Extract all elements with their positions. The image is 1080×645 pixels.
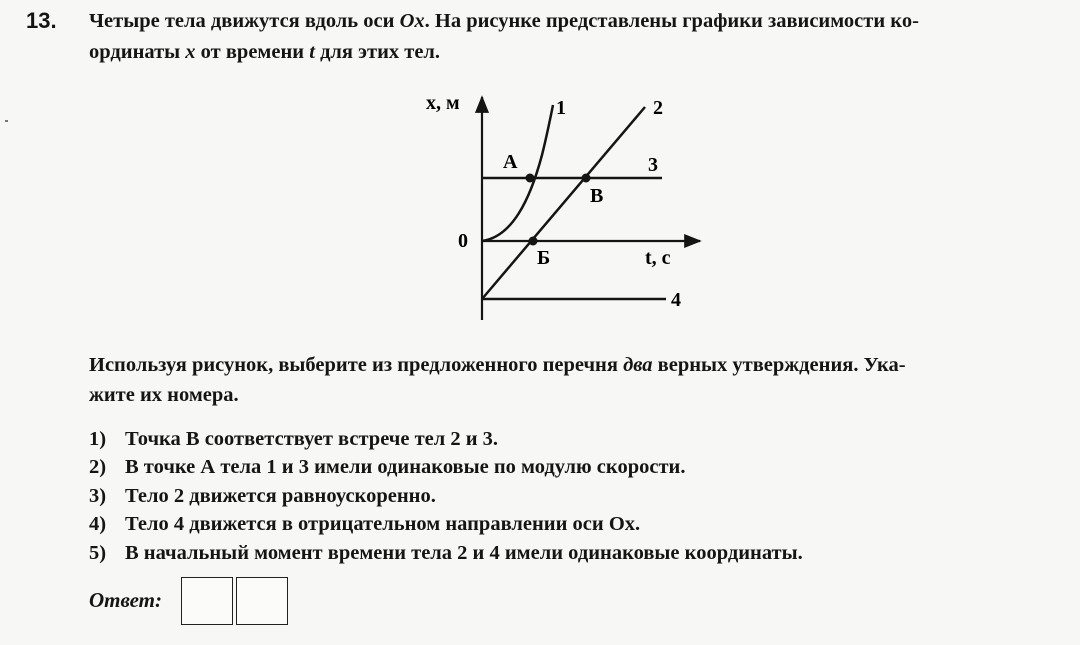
- point-Б-label: Б: [537, 247, 551, 269]
- point-B-dot: [582, 174, 591, 183]
- instruction-line1: Используя рисунок, выберите из предложенного перечня два верных утверждения. Ука-: [89, 354, 906, 376]
- instruction-line2: жите их номера.: [89, 384, 239, 406]
- y-axis-label: x, м: [426, 92, 460, 114]
- line-3-label: 3: [648, 154, 658, 176]
- origin-label: 0: [458, 230, 468, 252]
- x-axis-label: t, с: [645, 247, 671, 269]
- option-5: 5) В начальный момент времени тела 2 и 4 имели одинаковые координаты.: [89, 542, 803, 564]
- line-4-label: 4: [671, 289, 681, 311]
- option-2: 2) В точке А тела 1 и 3 имели одинаковые по модулю скорости.: [89, 456, 686, 478]
- line-1-label: 1: [556, 97, 566, 119]
- answer-box-1[interactable]: [181, 577, 233, 625]
- point-A-dot: [526, 174, 535, 183]
- line-2-label: 2: [653, 97, 663, 119]
- point-B-label: В: [590, 185, 604, 207]
- coordinate-graph: [400, 85, 710, 330]
- point-A-label: А: [503, 151, 518, 173]
- graph-line-2: [482, 107, 645, 299]
- point-Б-dot: [529, 237, 538, 246]
- question-stem-line1: Четыре тела движутся вдоль оси Ox. На рисунке представлены графики зависимости ко-: [89, 10, 919, 32]
- question-number: 13.: [26, 8, 57, 33]
- option-3: 3) Тело 2 движется равноускоренно.: [89, 485, 436, 507]
- graph-curve-1: [482, 105, 553, 241]
- scan-speck: [5, 120, 8, 122]
- answer-label: Ответ:: [89, 588, 162, 612]
- question-stem-line2: ординаты x от времени t для этих тел.: [89, 41, 441, 63]
- answer-box-2[interactable]: [236, 577, 288, 625]
- option-4: 4) Тело 4 движется в отрицательном направлении оси Ox.: [89, 513, 641, 535]
- option-1: 1) Точка В соответствует встрече тел 2 и 3.: [89, 428, 499, 450]
